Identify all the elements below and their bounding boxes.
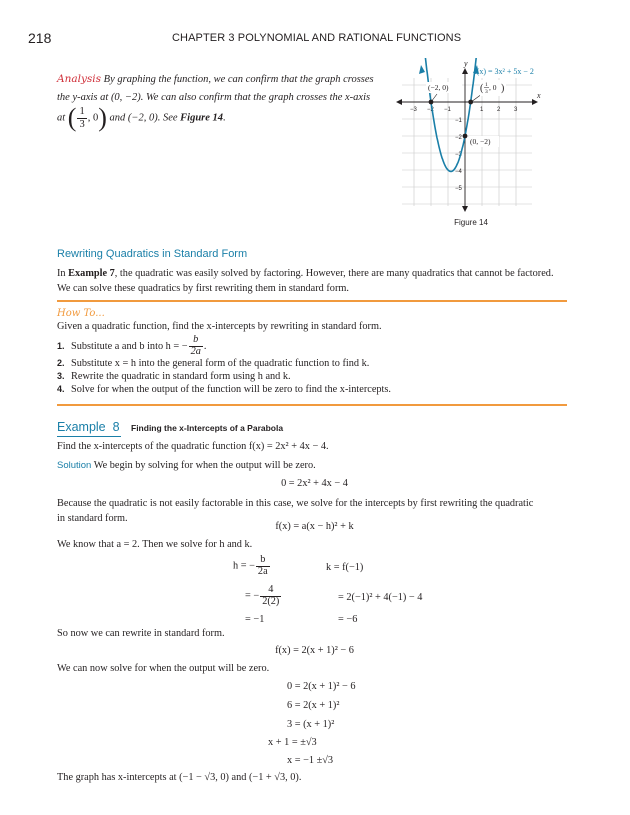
h2-num: 4 [260, 585, 281, 597]
solve-step: 6 = 2(x + 1)² [287, 700, 340, 711]
x-tick: −1 [444, 107, 451, 113]
figure-14-graph [392, 58, 572, 218]
section-p1c: , the quadratic was easily solved by factoring. However, there are many quadratics that cannot be factored. [114, 268, 554, 279]
x-tick: 1 [480, 107, 484, 113]
label-right-den: 3 [485, 89, 488, 95]
solution-text: We begin by solving for when the output will be zero. [93, 460, 316, 471]
zero-paragraph: We can now solve for when the output will be zero. [57, 663, 270, 674]
step-text: Rewrite the quadratic in standard form using h and k. [71, 371, 291, 382]
howto-step-3 [57, 370, 572, 383]
step-text: Solve for when the output of the function will be zero to find the x-intercepts. [71, 384, 391, 395]
solve-step: 3 = (x + 1)² [287, 719, 335, 730]
y-tick-labels [455, 84, 463, 192]
now-paragraph: So now we can rewrite in standard form. [57, 628, 225, 639]
x-tick: −3 [410, 107, 417, 113]
label-left-x-intercept: (−2, 0) [428, 83, 449, 92]
point-right-x-intercept [468, 100, 473, 105]
h2-den: 2(2) [262, 595, 280, 607]
x-tick: 2 [497, 107, 501, 113]
label-right-paren-open: ( [480, 83, 484, 94]
step1-frac-den: 2a [190, 346, 201, 358]
label-right-paren-close: ) [501, 83, 505, 94]
x-tick: 3 [514, 107, 518, 113]
label-right-num: 1 [485, 82, 488, 88]
solve-step: x = −1 ±√3 [287, 755, 334, 766]
axes [398, 70, 536, 210]
y-tick: −4 [455, 169, 462, 175]
solve-step: 0 = 2(x + 1)² − 6 [287, 681, 356, 692]
step-number: 2. [57, 358, 65, 368]
h-step-2 [245, 585, 282, 608]
y-axis-arrow-up [462, 68, 468, 74]
analysis-at: at [57, 112, 66, 124]
analysis-line-2: the y-axis at (0, −2). We can also confirm that the graph crosses the x-axis [57, 92, 371, 103]
chapter-title: POLYNOMIAL AND RATIONAL FUNCTIONS [237, 32, 462, 44]
step-number: 3. [57, 371, 65, 381]
y-tick: −2 [455, 135, 462, 141]
analysis-period: . [223, 112, 226, 124]
final-sentence: The graph has x-intercepts at (−1 − √3, 0) and (−1 + √3, 0). [57, 772, 302, 783]
howto-intro: Given a quadratic function, find the x-intercepts by rewriting in standard form. [57, 321, 382, 332]
analysis-tail: and (−2, 0). See [109, 112, 178, 124]
h-step-3: = −1 [245, 614, 265, 625]
chapter-number: CHAPTER 3 [172, 32, 235, 44]
equation-standard-form-2: f(x) = 2(x + 1)² − 6 [275, 645, 354, 656]
h2-lhs: = − [245, 590, 260, 602]
h1-den: 2a [257, 565, 268, 577]
howto-top-rule [57, 300, 567, 302]
howto-label: How To... [57, 308, 105, 319]
example-title: Finding the x-Intercepts of a Parabola [131, 423, 284, 433]
analysis-block [57, 70, 377, 131]
y-tick: −1 [455, 118, 462, 124]
point-y-intercept [463, 134, 468, 139]
howto-step-2 [57, 357, 572, 370]
howto-step-4 [57, 383, 572, 396]
section-line-1 [57, 266, 572, 281]
solve-step: x + 1 = ±√3 [268, 737, 317, 748]
howto-step-1 [57, 335, 572, 357]
howto-steps [57, 335, 572, 396]
analysis-line-1 [57, 70, 377, 89]
frac-numerator: 1 [79, 106, 85, 118]
howto-bottom-rule [57, 404, 567, 406]
section-heading: Rewriting Quadratics in Standard Form [57, 248, 248, 260]
equation-standard-form: f(x) = a(x − h)² + k [275, 521, 354, 532]
k-step-2: = 2(−1)² + 4(−1) − 4 [338, 592, 423, 603]
step1-period: . [203, 341, 207, 352]
frac-denominator: 3 [79, 118, 85, 130]
figure-caption: Figure 14 [454, 218, 488, 227]
h1-num: b [256, 555, 270, 567]
y-tick: −5 [455, 186, 462, 192]
x-axis-label: x [537, 91, 541, 100]
example-label-underline [57, 436, 121, 437]
x-tick-labels [410, 107, 518, 113]
analysis-label: Analysis [57, 73, 102, 85]
section-paragraph [57, 266, 572, 296]
step1-frac-num: b [189, 335, 203, 347]
step-number: 4. [57, 384, 65, 394]
parabola-arrow-left [419, 65, 425, 74]
analysis-zero: , 0 [87, 112, 99, 124]
y-axis-label: y [464, 59, 468, 68]
label-y-intercept: (0, −2) [470, 137, 491, 146]
solution-line [57, 460, 316, 471]
leader-left [431, 94, 437, 102]
grid [402, 78, 532, 206]
example-label: Example 8 [57, 420, 120, 434]
y-axis-arrow-down [462, 206, 468, 212]
know-paragraph: We know that a = 2. Then we solve for h and k. [57, 539, 253, 550]
y-tick: −3 [455, 152, 462, 158]
step-text: Substitute a and b into h = − [71, 341, 188, 352]
x-axis-arrow-left [396, 99, 402, 105]
because-line-1: Because the quadratic is not easily factorable in this case, we solve for the intercepts by first rewriting the quadratic [57, 498, 534, 509]
figure-reference[interactable]: Figure 14 [180, 112, 224, 124]
analysis-line-3: at ( $\frac{1}{3}$ , 0) and (−2, 0). See Figure 14. [57, 103, 226, 132]
h-step-1 [233, 555, 271, 578]
solution-label: Solution [57, 460, 92, 471]
analysis-text-1: By graphing the function, we can confirm that the graph crosses [103, 74, 374, 85]
section-line-2: We can solve these quadratics by first rewriting them in standard form. [57, 283, 349, 294]
running-header [172, 32, 461, 44]
function-label: f(x) = 3x² + 5x − 2 [474, 67, 534, 76]
step-text: Substitute x = h into the general form of the quadratic function to find k. [71, 358, 370, 369]
x-tick: −2 [427, 107, 434, 113]
k-step-1: k = f(−1) [326, 562, 364, 573]
section-p1a: In [57, 268, 66, 279]
example-problem: Find the x-intercepts of the quadratic function f(x) = 2x² + 4x − 4. [57, 441, 329, 452]
example-7-reference[interactable]: Example 7 [68, 268, 115, 279]
k-step-3: = −6 [338, 614, 358, 625]
page-number: 218 [28, 30, 52, 46]
because-line-2: in standard form. [57, 513, 128, 524]
equation-1: 0 = 2x² + 4x − 4 [281, 478, 348, 489]
step-number: 1. [57, 341, 65, 351]
label-right-tail: , 0 [489, 83, 497, 92]
h1-lhs: h = − [233, 560, 255, 572]
parabola-curve [422, 58, 478, 171]
